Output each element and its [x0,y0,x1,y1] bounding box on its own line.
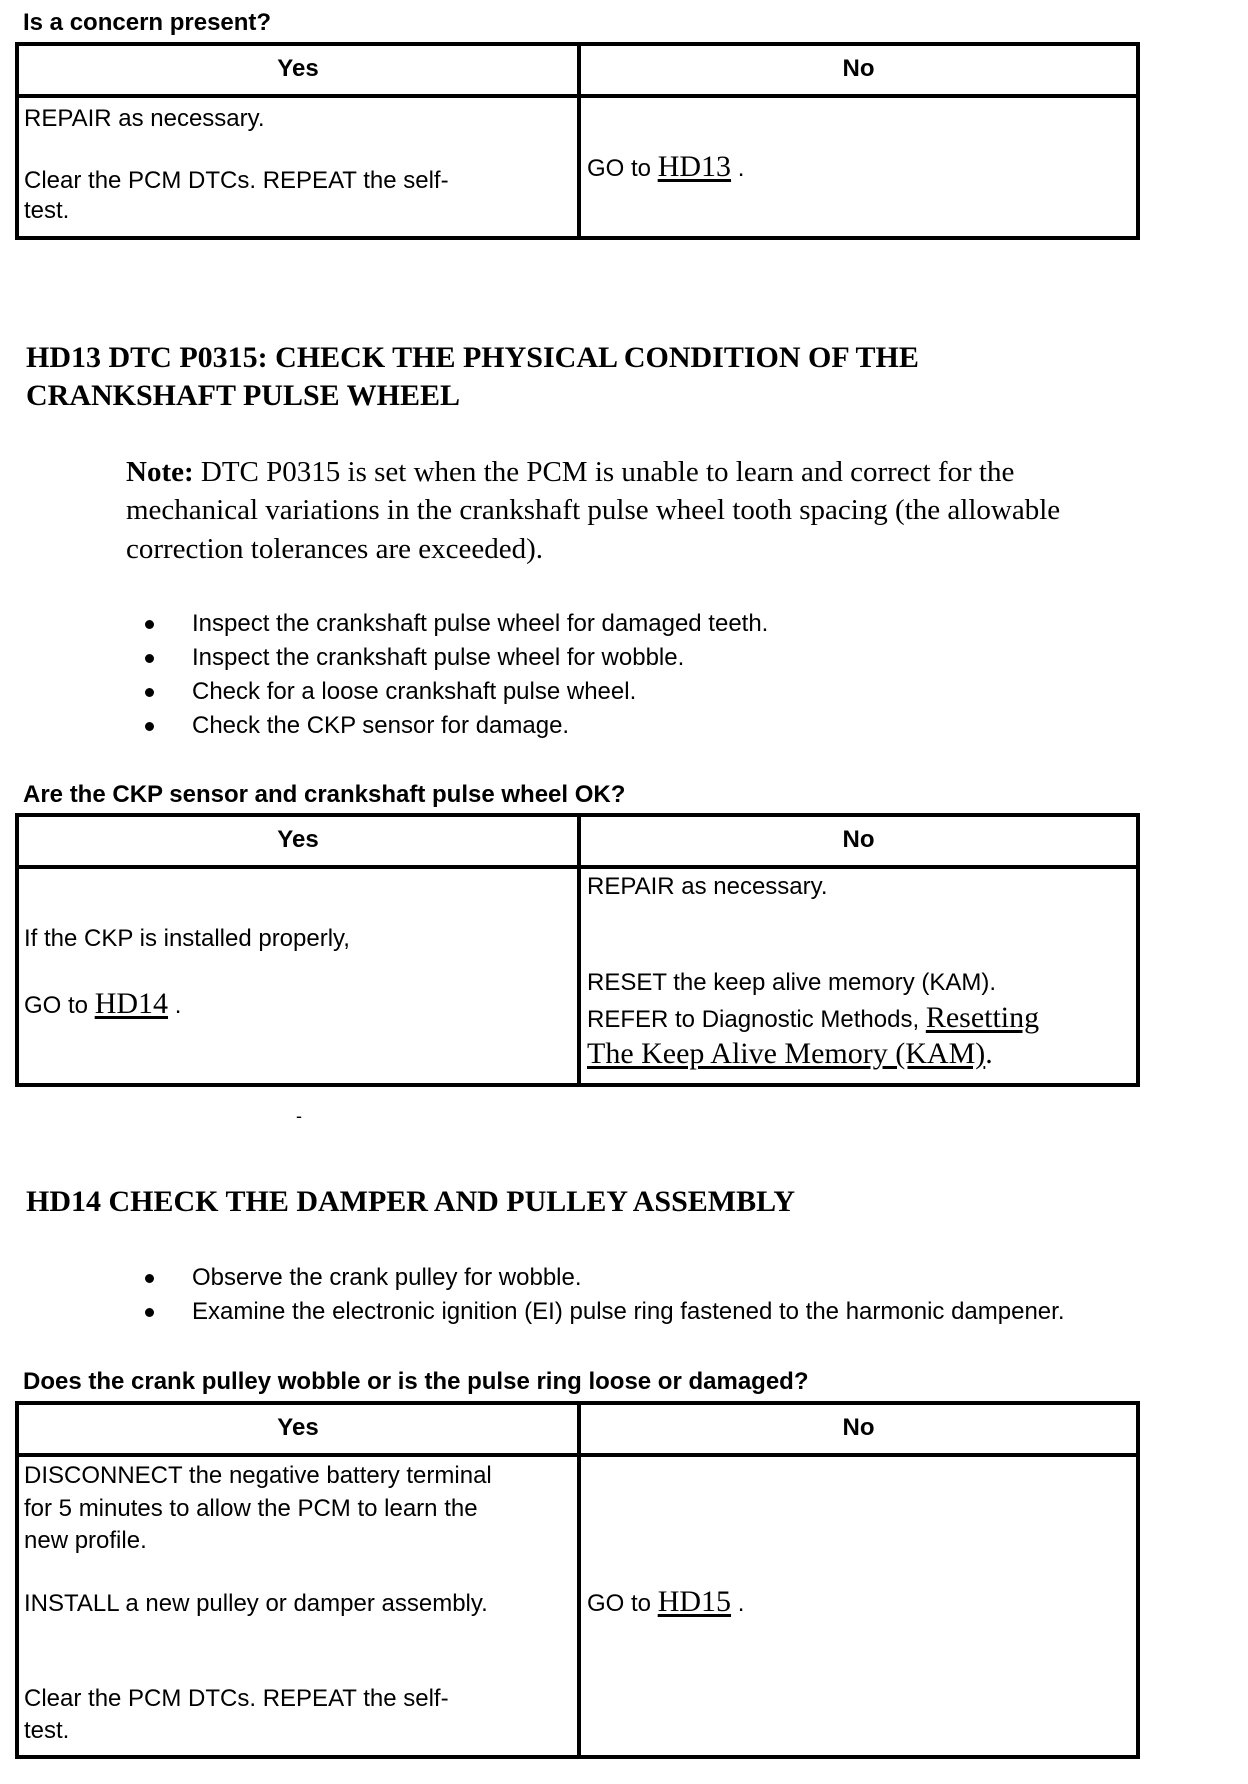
bullet-icon [145,654,154,663]
header-yes: Yes [277,1414,319,1441]
bullet-icon [145,722,154,731]
yes-cell-line: If the CKP is installed properly, [24,925,350,952]
link-hd14[interactable]: HD14 [94,987,169,1020]
yes-cell-line: for 5 minutes to allow the PCM to learn the [24,1495,478,1522]
column-divider [577,1405,581,1755]
no-cell-line: RESET the keep alive memory (KAM). [587,969,997,996]
yes-cell-line: Clear the PCM DTCs. REPEAT the self- [24,1685,449,1712]
yes-cell-line: Clear the PCM DTCs. REPEAT the self- [24,167,449,194]
question-pulley-wobble: Does the crank pulley wobble or is the pulse ring loose or damaged? [23,1368,809,1395]
decision-table-concern [15,42,1140,240]
list-item: Inspect the crankshaft pulse wheel for damaged teeth. [192,610,769,637]
question-ckp-ok: Are the CKP sensor and crankshaft pulse wheel OK? [23,781,626,808]
yes-cell-line: test. [24,197,70,224]
no-cell-goto: GO to HD13 . [587,150,745,183]
note-line: correction tolerances are exceeded). [126,533,544,565]
no-cell-refer: REFER to Diagnostic Methods, Resetting [587,1001,1040,1034]
section-heading-hd13: HD13 DTC P0315: CHECK THE PHYSICAL CONDITION OF THE [26,341,919,374]
yes-cell-line: INSTALL a new pulley or damper assembly. [24,1590,488,1617]
yes-cell-line: new profile. [24,1527,147,1554]
no-cell-line: REPAIR as necessary. [587,873,828,900]
bullet-icon [145,688,154,697]
bullet-icon [145,620,154,629]
note-line: mechanical variations in the crankshaft pulse wheel tooth spacing (the allowable [126,494,1061,526]
no-cell-goto: GO to HD15 . [587,1585,745,1618]
link-hd15[interactable]: HD15 [657,1585,732,1618]
link-resetting-kam[interactable]: Resetting [925,1001,1040,1034]
header-yes: Yes [277,55,319,82]
header-no: No [842,55,875,82]
bullet-icon [145,1274,154,1283]
header-no: No [842,1414,875,1441]
list-item: Observe the crank pulley for wobble. [192,1264,582,1291]
header-yes: Yes [277,826,319,853]
yes-cell-line: test. [24,1717,70,1744]
stray-dash-mark: - [296,1106,302,1126]
note-line: Note: DTC P0315 is set when the PCM is unable to learn and correct for the [126,456,1015,488]
link-hd13[interactable]: HD13 [657,150,732,183]
header-no: No [842,826,875,853]
list-item: Check for a loose crankshaft pulse wheel. [192,678,637,705]
note-label: Note: [126,456,194,488]
list-item: Examine the electronic ignition (EI) pulse ring fastened to the harmonic dampener. [192,1298,1065,1325]
yes-cell-line: DISCONNECT the negative battery terminal [24,1462,492,1489]
bullet-icon [145,1308,154,1317]
decision-table-ckp [15,813,1140,1087]
list-item: Check the CKP sensor for damage. [192,712,570,739]
section-heading-hd13-line2: CRANKSHAFT PULSE WHEEL [26,379,460,412]
list-item: Inspect the crankshaft pulse wheel for wobble. [192,644,685,671]
decision-table-pulley [15,1401,1140,1759]
section-heading-hd14: HD14 CHECK THE DAMPER AND PULLEY ASSEMBLY [26,1185,796,1218]
yes-cell-line: REPAIR as necessary. [24,105,265,132]
no-cell-refer-cont: The Keep Alive Memory (KAM). [587,1037,993,1070]
question-concern-present: Is a concern present? [23,9,272,36]
yes-cell-goto: GO to HD14 . [24,987,182,1020]
link-resetting-kam-cont[interactable]: The Keep Alive Memory (KAM) [587,1037,986,1070]
